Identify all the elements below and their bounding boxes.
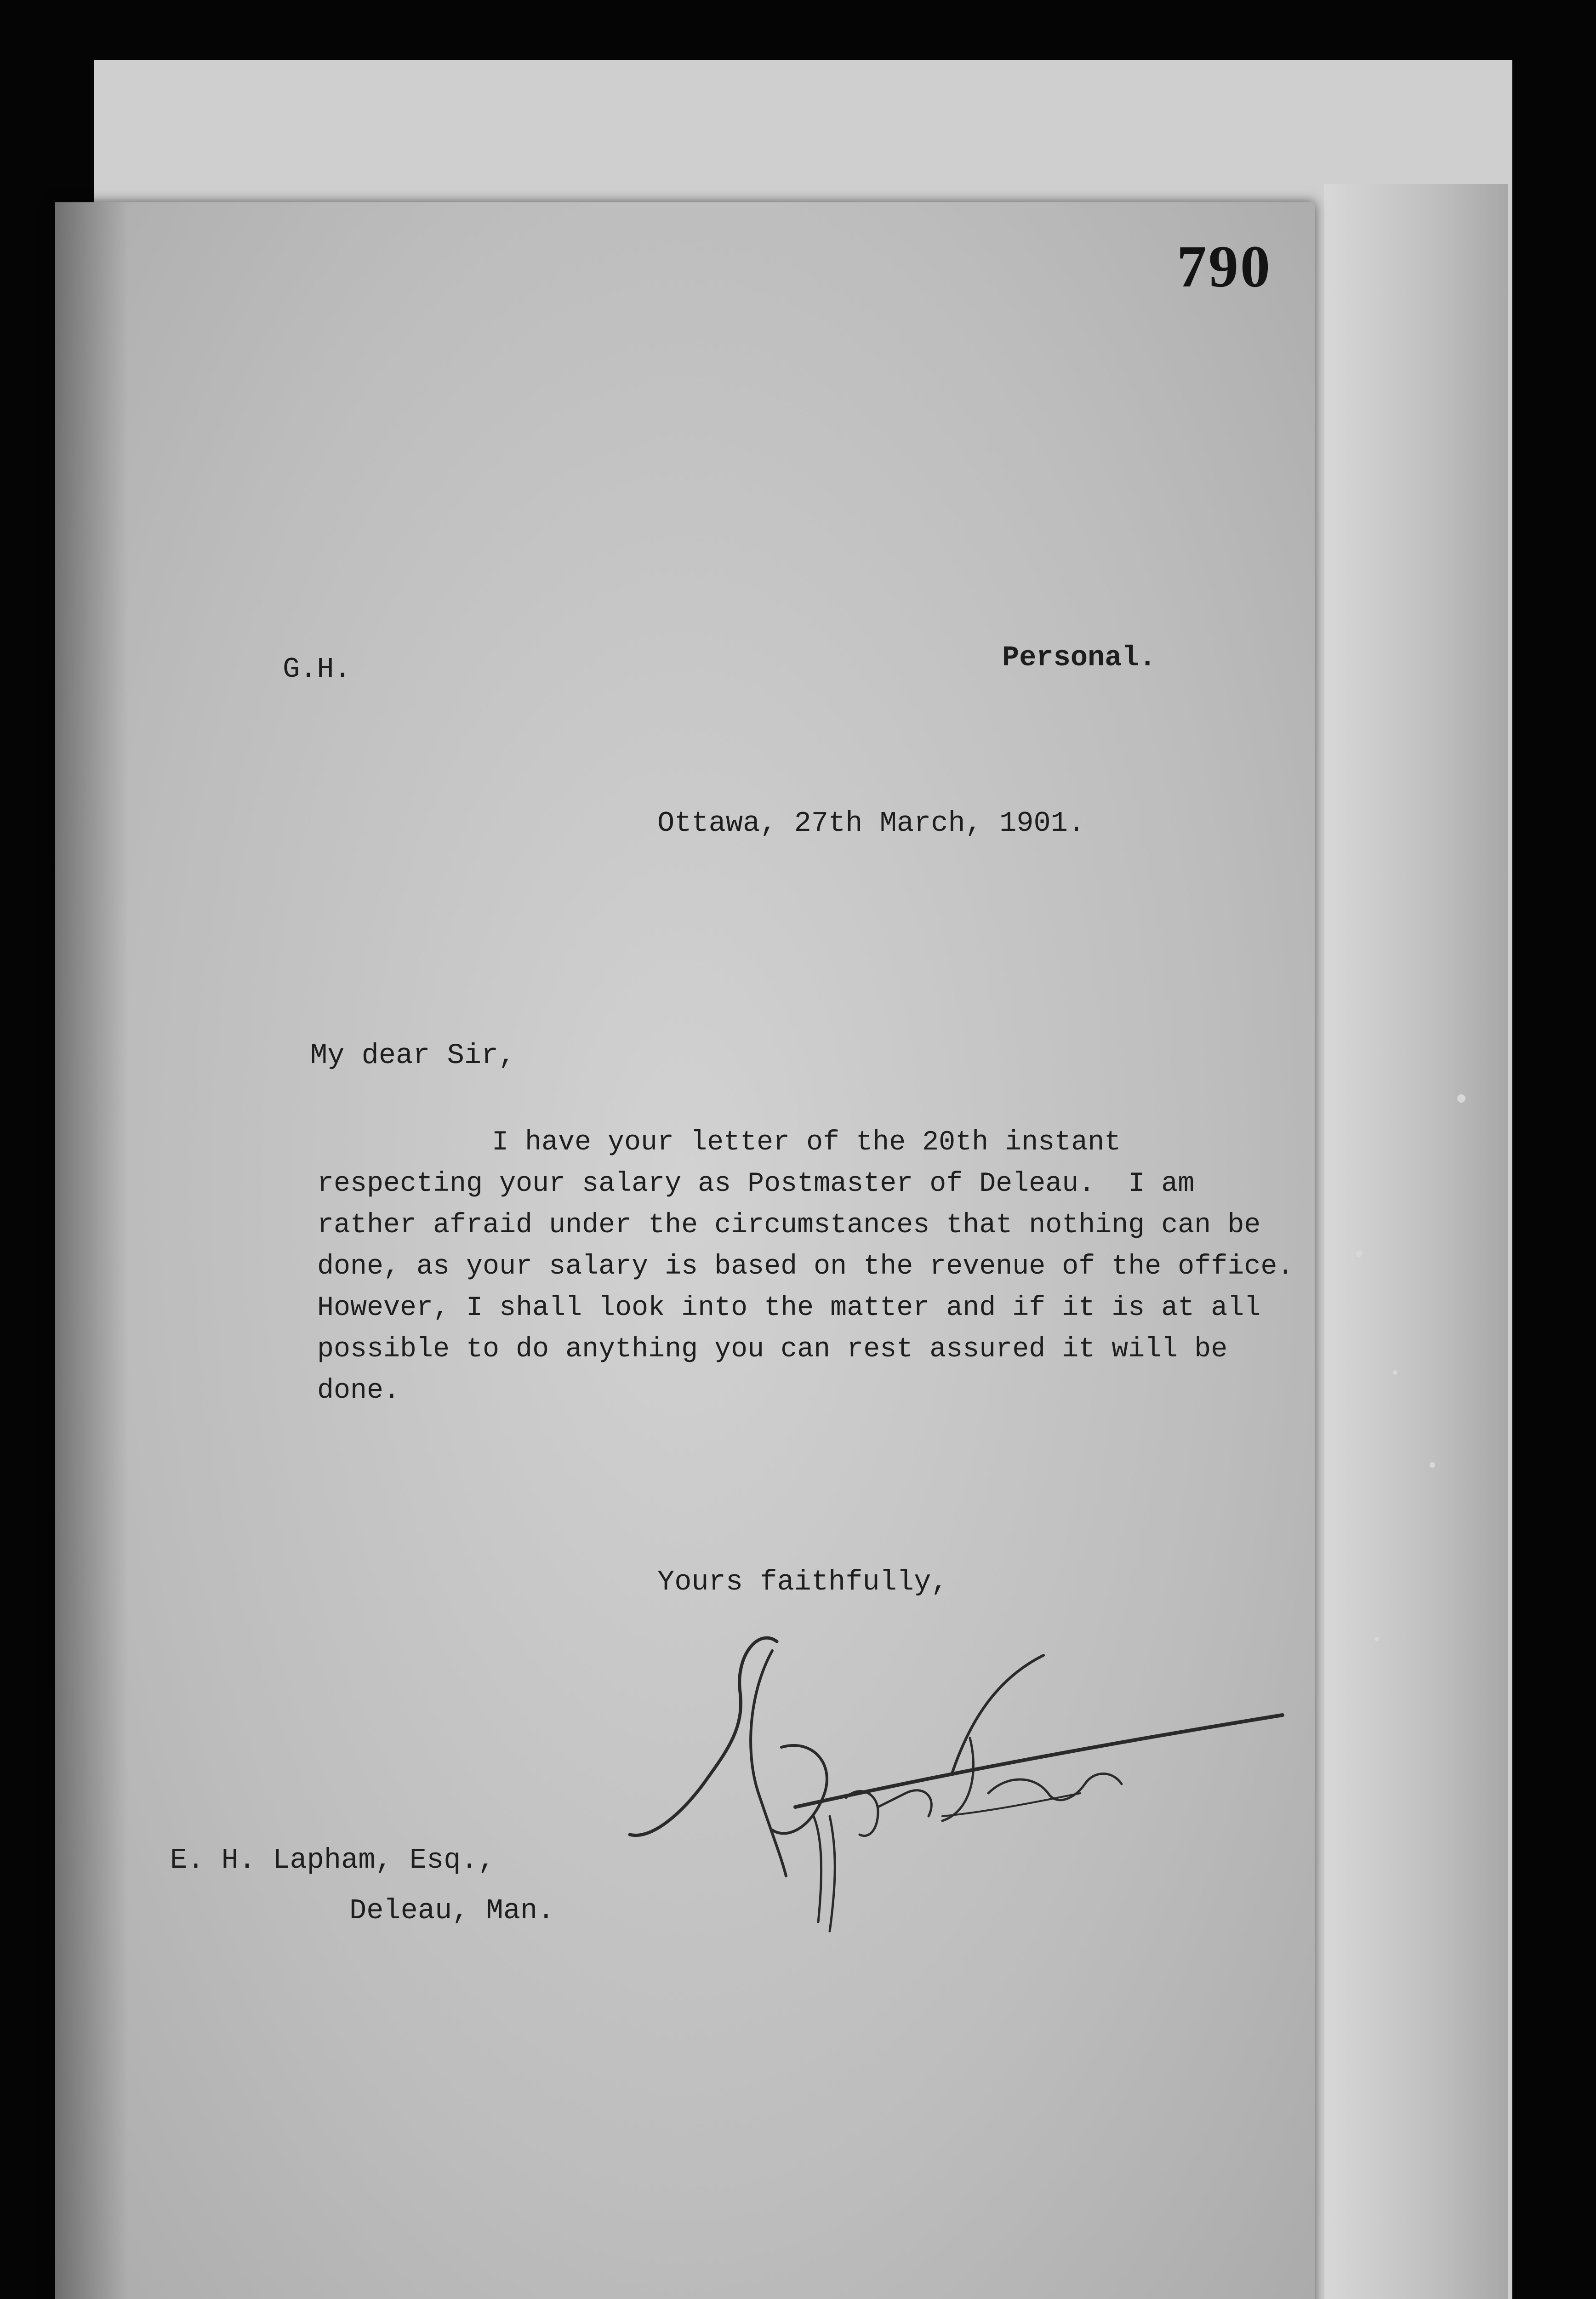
film-speck bbox=[1374, 1637, 1379, 1641]
backing-sheet-edge bbox=[1324, 184, 1508, 2299]
body-line: respecting your salary as Postmaster of Deleau. I am bbox=[317, 1168, 1195, 1200]
folio-number: 790 bbox=[1177, 234, 1272, 300]
addressee-name: E. H. Lapham, Esq., bbox=[170, 1844, 495, 1876]
addressee-place: Deleau, Man. bbox=[349, 1894, 555, 1927]
film-speck bbox=[1393, 1370, 1397, 1375]
reference-initials: G.H. bbox=[283, 653, 351, 686]
body-line: done. bbox=[317, 1375, 400, 1407]
date-line: Ottawa, 27th March, 1901. bbox=[657, 807, 1085, 840]
handwritten-signature bbox=[621, 1600, 1310, 1950]
film-speck bbox=[1356, 1251, 1362, 1257]
salutation: My dear Sir, bbox=[310, 1039, 516, 1072]
body-line: done, as your salary is based on the revenue of the office. bbox=[317, 1251, 1294, 1282]
film-speck bbox=[1457, 1094, 1465, 1103]
body-line: rather afraid under the circumstances that nothing can be bbox=[317, 1210, 1261, 1241]
body-line: possible to do anything you can rest assured it will be bbox=[317, 1334, 1228, 1365]
personal-marking: Personal. bbox=[1002, 641, 1156, 674]
film-speck bbox=[1430, 1462, 1435, 1468]
letter-body bbox=[317, 1122, 1305, 1412]
page-shadow bbox=[55, 202, 129, 2299]
body-line: However, I shall look into the matter and if it is at all bbox=[317, 1292, 1261, 1324]
body-line: I have your letter of the 20th instant bbox=[492, 1127, 1121, 1158]
closing: Yours faithfully, bbox=[657, 1566, 948, 1598]
